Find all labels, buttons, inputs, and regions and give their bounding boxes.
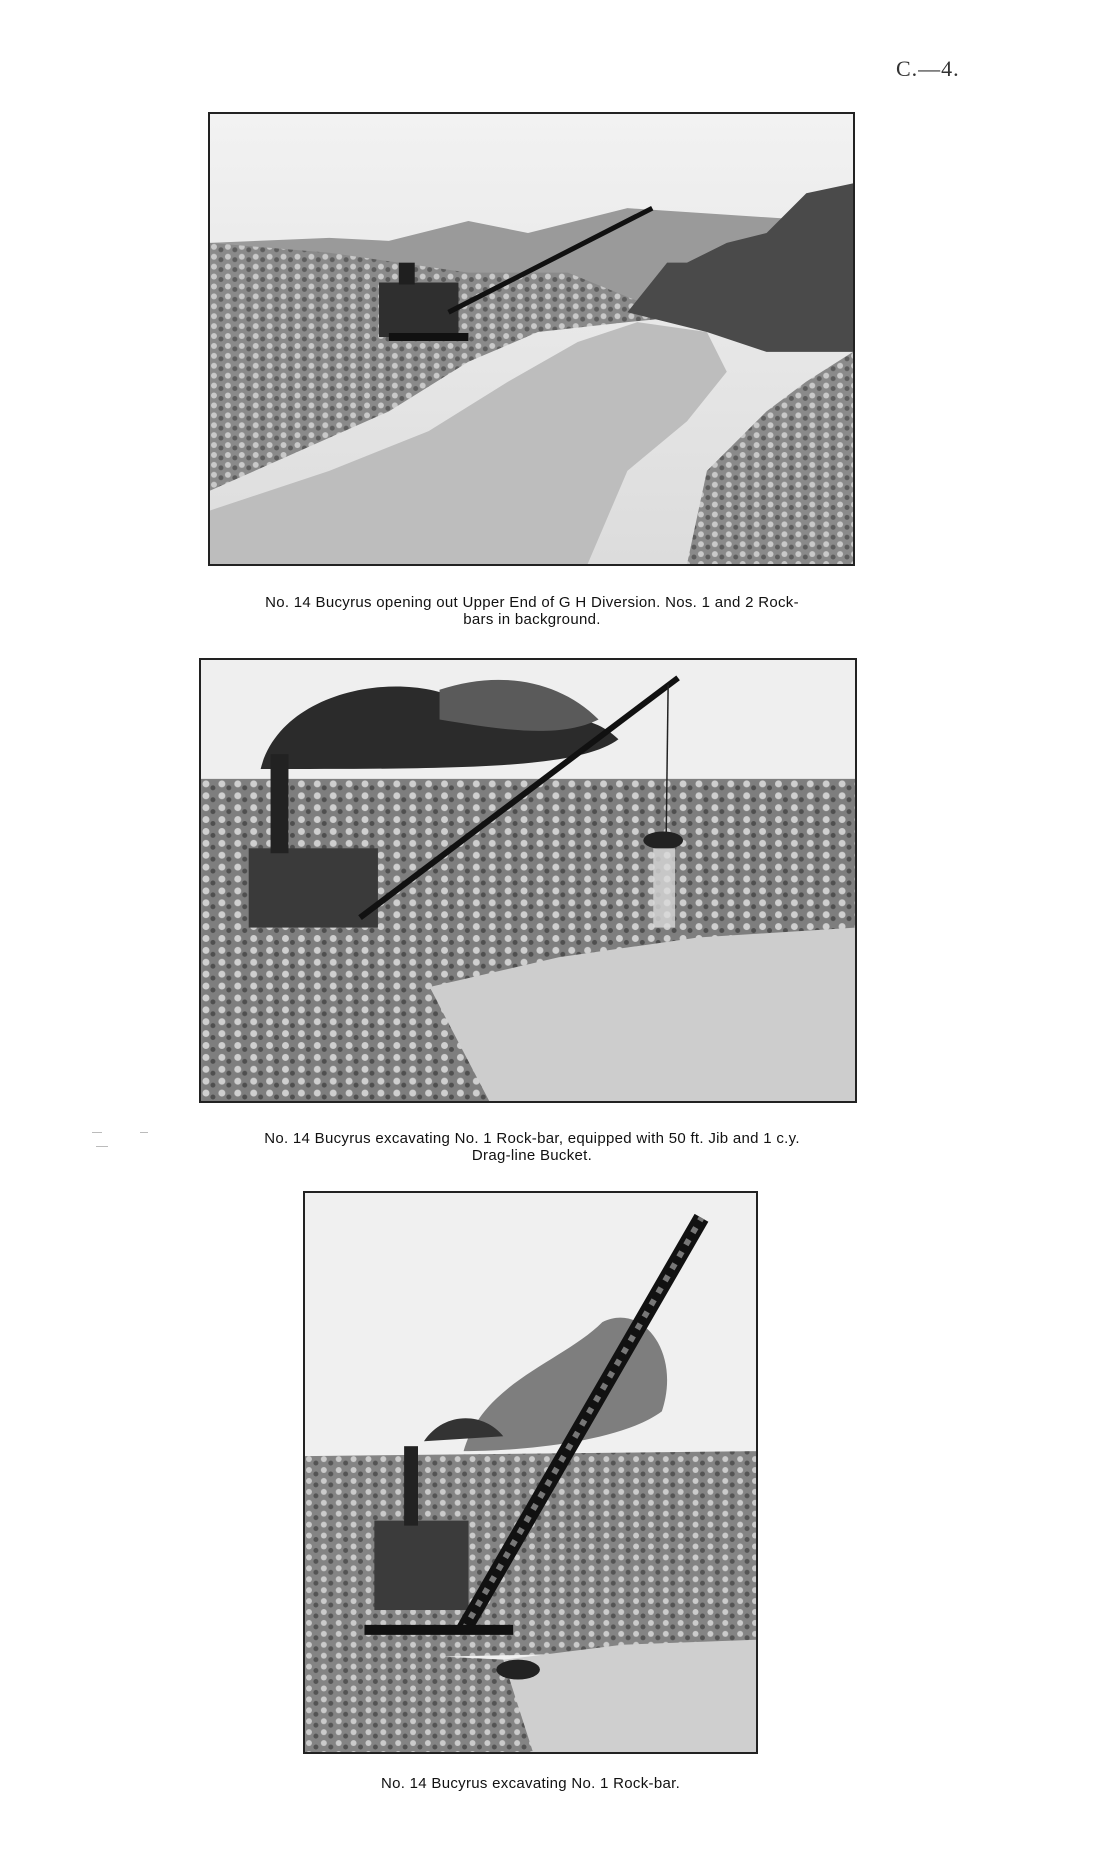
caption-line: Drag-line Bucket.: [471, 1147, 593, 1164]
scan-speck: [92, 1132, 102, 1133]
scan-speck: [96, 1146, 108, 1147]
caption-line: No. 14 Bucyrus excavating No. 1 Rock-bar.: [380, 1775, 681, 1792]
caption-line: bars in background.: [463, 611, 601, 628]
caption-line: No. 14 Bucyrus opening out Upper End of G H Diversion. Nos. 1 and 2 Rock-: [265, 594, 799, 611]
photo-1: [208, 112, 855, 566]
caption-3: [303, 1775, 758, 1792]
photo-2: [199, 658, 857, 1103]
page-number: C.—4.: [896, 56, 960, 81]
caption-1: [200, 594, 864, 628]
caption-2: [200, 1130, 864, 1164]
caption-line: No. 14 Bucyrus excavating No. 1 Rock-bar, equipped with 50 ft. Jib and 1 c.y.: [264, 1130, 800, 1147]
photo-3: [303, 1191, 758, 1754]
scan-speck: [140, 1132, 148, 1133]
